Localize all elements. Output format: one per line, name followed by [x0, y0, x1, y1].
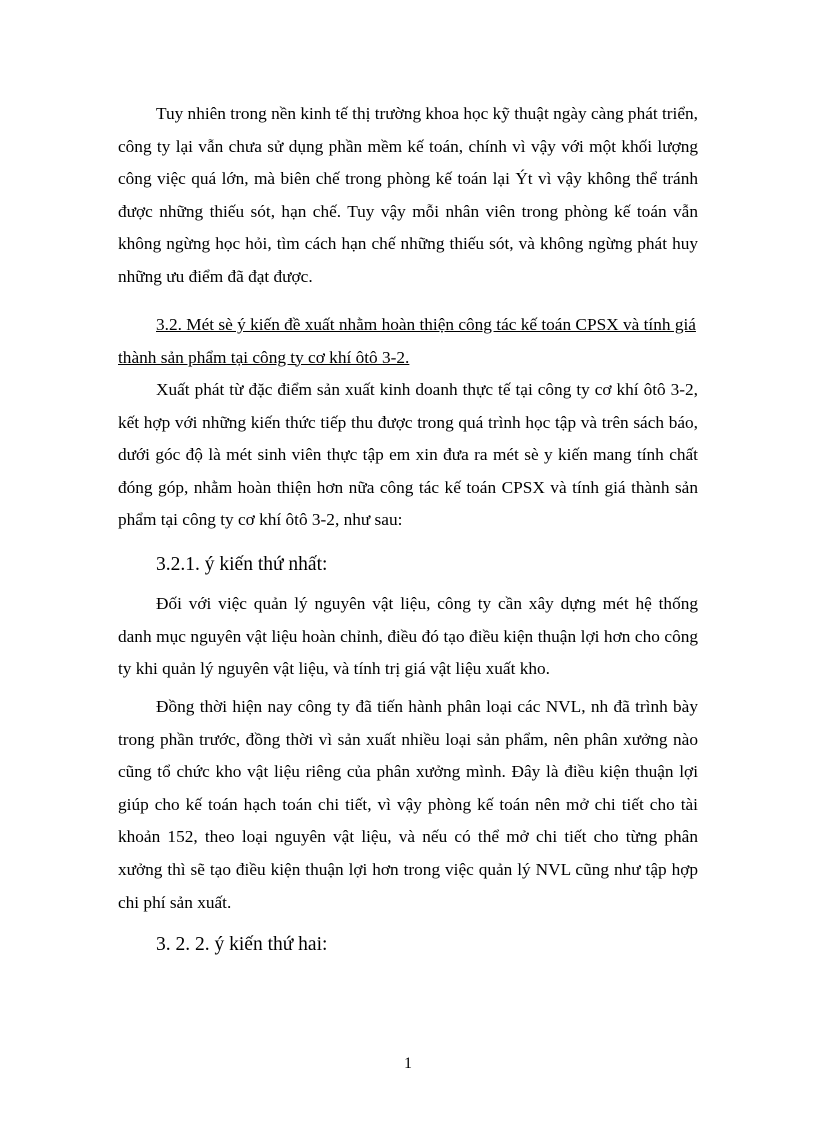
- subheading-3-2-1: 3.2.1. ý kiến thứ nhất:: [156, 554, 328, 575]
- paragraph-material-catalog: Đối với việc quản lý nguyên vật liệu, công ty cần xây dựng mét hệ thống danh mục nguyên vật liệu hoàn chỉnh, điều đó tạo điều kiện thuận lợi hơn cho công ty khi quản lý nguyên vật liệu, và tính trị giá vật liệu xuất kho.: [118, 594, 698, 679]
- paragraph-material-classification: Đồng thời hiện nay công ty đã tiến hành phân loại các NVL, nh đã trình bày trong phần trước, đồng thời vì sản xuất nhiều loại sản phẩm, nên phân xưởng nào cũng tổ chức kho vật liệu riêng của phân xưởng mình. Đây là điều kiện thuận lợi giúp cho kế toán hạch toán chi tiết, vì vậy phòng kế toán nên mở chi tiết cho tài khoản 152, theo loại nguyên vật liệu, và nếu có thể mở chi tiết cho từng phân xưởng thì sẽ tạo điều kiện thuận lợi hơn trong việc quản lý NVL cũng như tập hợp chi phí sản xuất.: [118, 697, 698, 912]
- page-number: 1: [404, 1055, 412, 1072]
- paragraph-intro: Tuy nhiên trong nền kinh tế thị trường khoa học kỹ thuật ngày càng phát triển, công ty lại vẫn chưa sử dụng phần mềm kế toán, chính vì vậy với một khối lượng công việc quá lớn, mà biên chế trong phòng kế toán lại Ýt vì vậy không thể tránh được những thiếu sót, hạn chế. Tuy vậy mỗi nhân viên trong phòng kế toán vẫn không ngừng học hỏi, tìm cách hạn chế những thiếu sót, và không ngừng phát huy những ưu điểm đã đạt được.: [118, 104, 698, 286]
- subheading-3-2-2: 3. 2. 2. ý kiến thứ hai:: [156, 934, 328, 955]
- section-heading-3-2: 3.2. Mét sè ý kiến đề xuất nhằm hoàn thiện công tác kế toán CPSX và tính giá thành sản phẩm tại công ty cơ khí ôtô 3-2.: [118, 315, 696, 367]
- paragraph-section-intro: Xuất phát từ đặc điểm sản xuất kinh doanh thực tế tại công ty cơ khí ôtô 3-2, kết hợp với những kiến thức tiếp thu được trong quá trình học tập và trên sách báo, dưới góc độ là mét sinh viên thực tập em xin đưa ra mét sè y kiến mang tính chất đóng góp, nhằm hoàn thiện hơn nữa công tác kế toán CPSX và tính giá thành sản phẩm tại công ty cơ khí ôtô 3-2, như sau:: [118, 380, 698, 530]
